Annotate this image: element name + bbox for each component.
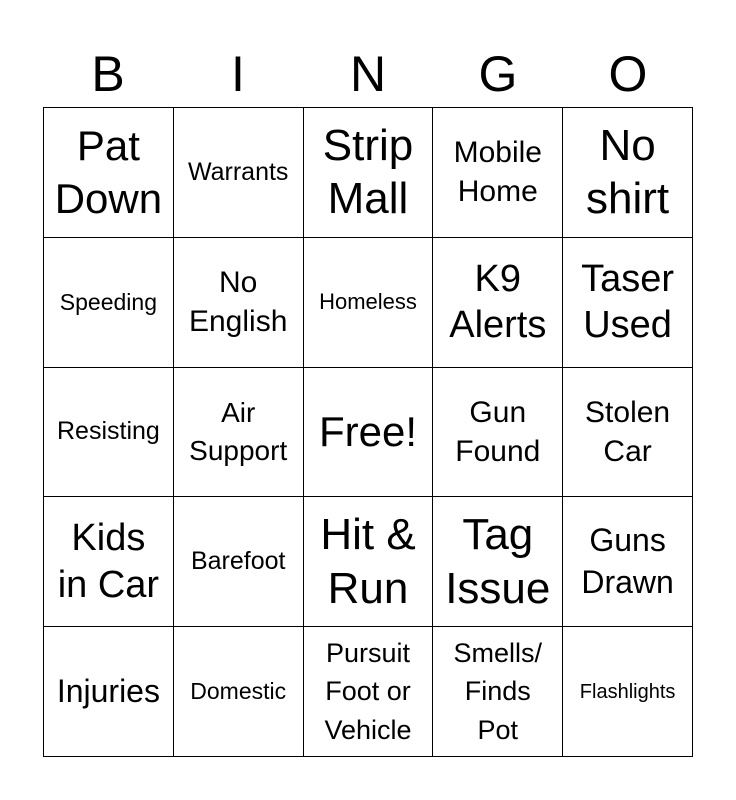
bingo-cell[interactable]: Stolen Car — [563, 368, 693, 498]
bingo-cell[interactable]: Speeding — [44, 238, 174, 368]
bingo-board — [43, 107, 693, 757]
bingo-cell[interactable]: Taser Used — [563, 238, 693, 368]
header-letter-b: B — [91, 46, 125, 102]
header-letter-n: N — [349, 46, 387, 102]
bingo-cell[interactable]: Mobile Home — [433, 108, 563, 238]
header-letter-g: G — [478, 46, 518, 102]
bingo-cell[interactable]: Guns Drawn — [563, 497, 693, 627]
bingo-cell[interactable]: Pursuit Foot or Vehicle — [304, 627, 434, 757]
bingo-cell[interactable]: Air Support — [174, 368, 304, 498]
bingo-cell[interactable]: Strip Mall — [304, 108, 434, 238]
bingo-cell[interactable]: Homeless — [304, 238, 434, 368]
bingo-cell[interactable]: Injuries — [44, 627, 174, 757]
bingo-cell[interactable]: No shirt — [563, 108, 693, 238]
bingo-cell[interactable]: Domestic — [174, 627, 304, 757]
bingo-cell[interactable]: Tag Issue — [433, 497, 563, 627]
bingo-cell[interactable]: Kids in Car — [44, 497, 174, 627]
bingo-cell[interactable]: K9 Alerts — [433, 238, 563, 368]
bingo-cell[interactable]: Pat Down — [44, 108, 174, 238]
bingo-header — [43, 44, 693, 104]
bingo-cell[interactable]: No English — [174, 238, 304, 368]
bingo-cell[interactable]: Hit & Run — [304, 497, 434, 627]
header-letter-i: I — [231, 46, 245, 102]
bingo-cell[interactable]: Barefoot — [174, 497, 304, 627]
free-space[interactable]: Free! — [304, 368, 434, 498]
header-letter-o: O — [608, 46, 648, 102]
bingo-cell[interactable]: Warrants — [174, 108, 304, 238]
bingo-cell[interactable]: Flashlights — [563, 627, 693, 757]
bingo-cell[interactable]: Resisting — [44, 368, 174, 498]
bingo-cell[interactable]: Gun Found — [433, 368, 563, 498]
bingo-cell[interactable]: Smells/ Finds Pot — [433, 627, 563, 757]
